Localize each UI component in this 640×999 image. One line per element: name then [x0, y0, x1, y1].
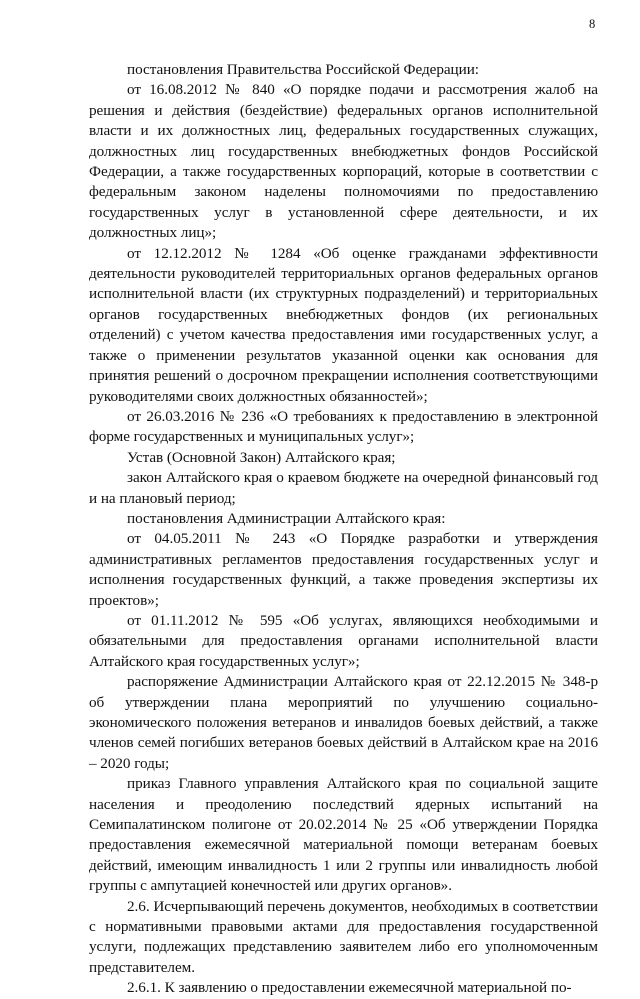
- paragraph-decree-840: от 16.08.2012 № 840 «О порядке подачи и рассмотрения жалоб на решения и действия (бездействие) федеральных органов исполнительной власти и их должностных лиц, федеральных государственных служащих, должностных лиц государственных внебюджетных фондов Российской Федерации, а также государственных корпораций, которые в соответствии с федеральным законом наделены полномочиями по предоставлению государственных услуг в установленной сфере деятельности, и их должностных лиц»;: [89, 81, 598, 242]
- document-body: [89, 60, 598, 999]
- paragraph-decree-236: от 26.03.2016 № 236 «О требованиях к предоставлению в электронной форме государственных и муниципальных услуг»;: [89, 407, 598, 446]
- paragraph-decree-1284: от 12.12.2012 № 1284 «Об оценке гражданами эффективности деятельности руководителей территориальных органов федеральных органов исполнительной власти (их структурных подразделений) и территориальных органов государственных внебюджетных фондов (их региональных отделений) с учетом качества предоставления ими государственных услуг, а также о применении результатов указанной оценки как основания для принятия решений о досрочном прекращении исполнения соответствующими руководителями своих должностных обязанностей»;: [89, 244, 598, 405]
- paragraph-administration-decrees-heading: постановления Администрации Алтайского края:: [127, 509, 446, 527]
- paragraph-decree-243: от 04.05.2011 № 243 «О Порядке разработки и утверждения административных регламентов предоставления государственных услуг и исполнения государственных функций, а также проведения экспертизы их проектов»;: [89, 530, 598, 609]
- paragraph-charter: Устав (Основной Закон) Алтайского края;: [127, 448, 396, 466]
- paragraph-order-348r: распоряжение Администрации Алтайского края от 22.12.2015 № 348-р об утверждении плана мероприятий по улучшению социально-экономического положения ветеранов и инвалидов боевых действий, а также членов семей погибших ветеранов боевых действий в Алтайском крае на 2016 – 2020 годы;: [89, 673, 598, 772]
- paragraph-order-25: приказ Главного управления Алтайского края по социальной защите населения и преодолению последствий ядерных испытаний на Семипалатинском полигоне от 20.02.2014 № 25 «Об утверждении Порядка предоставления ежемесячной материальной помощи ветеранам боевых действий, имеющим инвалидность 1 или 2 группы или инвалидность любой группы с ампутацией конечностей или других органов».: [89, 775, 598, 895]
- paragraph-decree-595: от 01.11.2012 № 595 «Об услугах, являющихся необходимыми и обязательными для предоставления органами исполнительной власти Алтайского края государственных услуг»;: [89, 611, 598, 670]
- page-number: 8: [589, 17, 596, 31]
- paragraph-government-decrees-heading: постановления Правительства Российской Федерации:: [127, 61, 479, 78]
- paragraph-section-2-6-1: 2.6.1. К заявлению о предоставлении ежемесячной материальной по-: [127, 979, 572, 997]
- paragraph-section-2-6: 2.6. Исчерпывающий перечень документов, необходимых в соответствии с нормативными правовыми актами для предоставления государственной услуги, подлежащих представлению заявителем либо его уполномоченным представителем.: [89, 897, 598, 976]
- paragraph-budget-law: закон Алтайского края о краевом бюджете на очередной финансовый год и на плановый период;: [89, 469, 598, 507]
